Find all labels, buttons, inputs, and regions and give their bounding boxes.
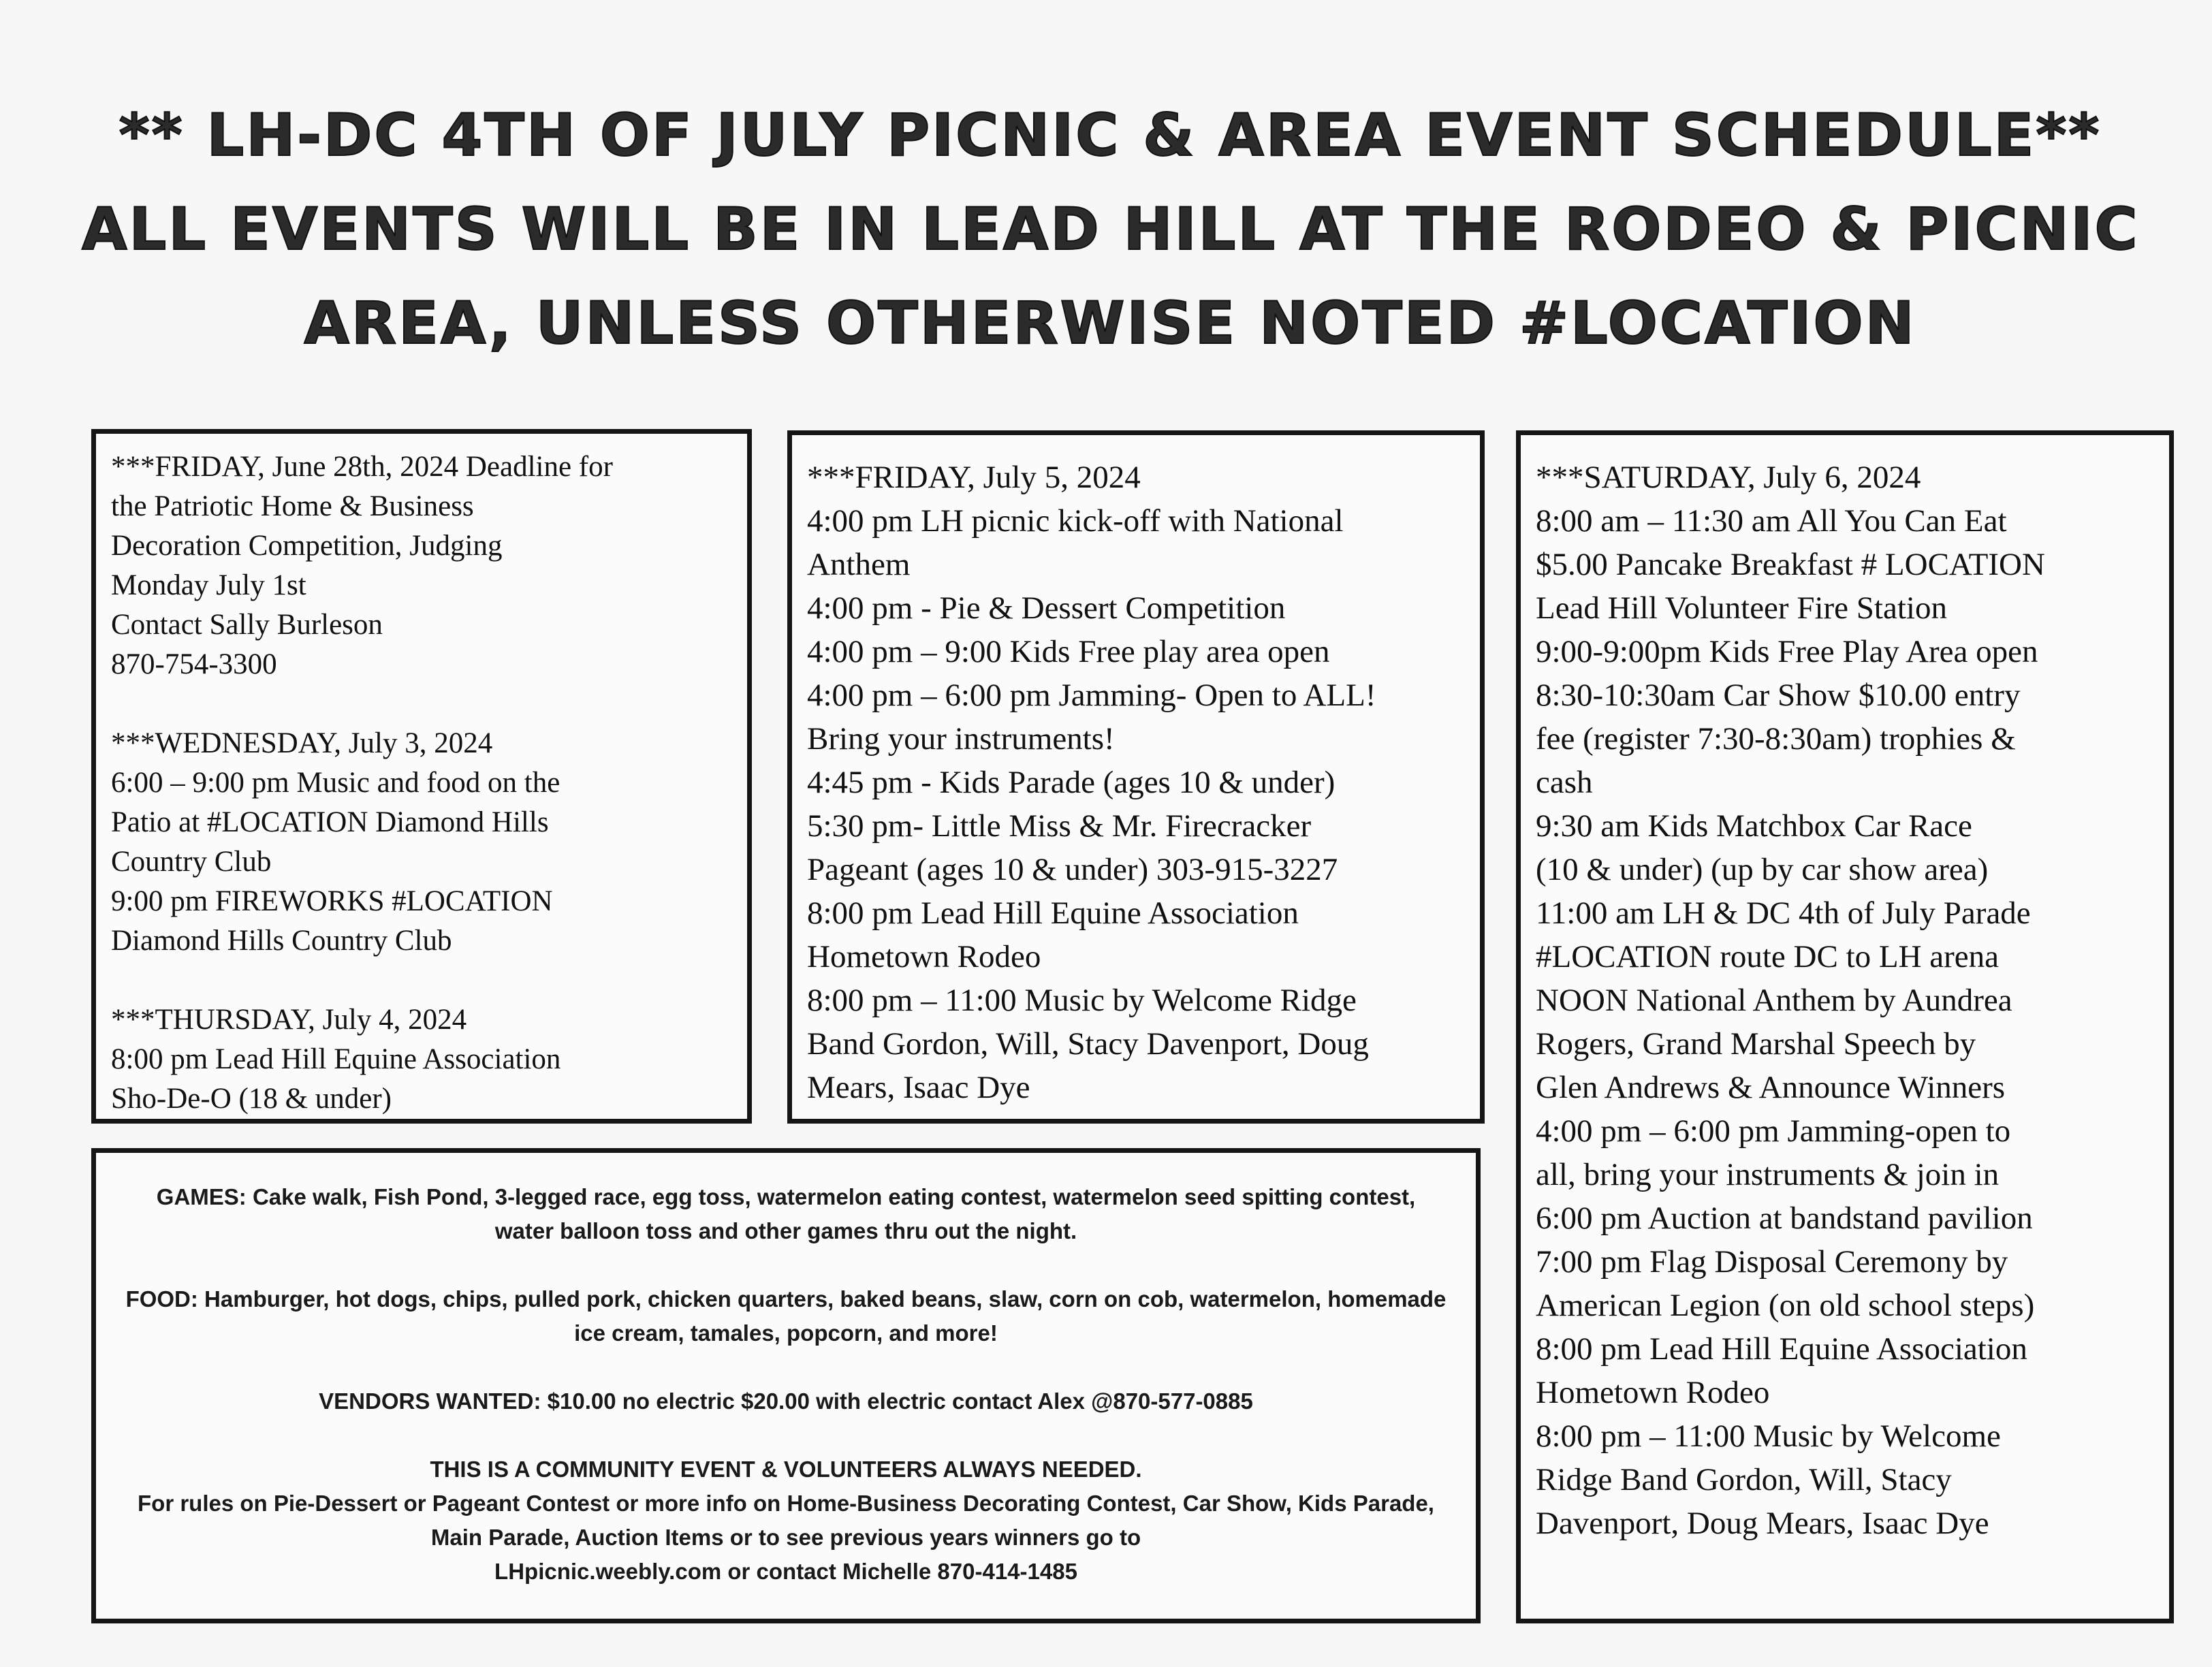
schedule-line: 8:00 pm Lead Hill Equine Association: [1536, 1331, 2027, 1367]
schedule-line: Diamond Hills Country Club: [111, 925, 452, 957]
schedule-line: 4:00 pm - Pie & Dessert Competition: [807, 590, 1286, 626]
schedule-line: Patio at #LOCATION Diamond Hills: [111, 806, 549, 838]
schedule-line: Rogers, Grand Marshal Speech by: [1536, 1026, 1976, 1062]
games-line: GAMES: Cake walk, Fish Pond, 3-legged race, egg toss, watermelon eating contest, watermelon seed spitting contest,: [156, 1184, 1416, 1209]
header-subtitle-line2: AREA, UNLESS OTHERWISE NOTED #LOCATION: [304, 289, 1916, 358]
schedule-line: Mears, Isaac Dye: [807, 1070, 1030, 1105]
schedule-line: NOON National Anthem by Aundrea: [1536, 983, 2012, 1018]
schedule-line: 11:00 am LH & DC 4th of July Parade: [1536, 895, 2031, 931]
food-line: ice cream, tamales, popcorn, and more!: [574, 1320, 998, 1346]
schedule-line: 8:00 pm Lead Hill Equine Association: [111, 1043, 561, 1075]
info-box: [91, 1148, 1481, 1623]
food-line: FOOD: Hamburger, hot dogs, chips, pulled pork, chicken quarters, baked beans, slaw, corn on cob, watermelon, homemade: [125, 1286, 1447, 1312]
schedule-line: Sho-De-O (18 & under): [111, 1083, 392, 1115]
spacer: [111, 684, 732, 724]
schedule-line: Ridge Band Gordon, Will, Stacy: [1536, 1462, 1952, 1497]
header-subtitle-line1: ALL EVENTS WILL BE IN LEAD HILL AT THE RODEO & PICNIC: [82, 195, 2140, 264]
info-content: [110, 1180, 1462, 1589]
schedule-line: 5:30 pm- Little Miss & Mr. Firecracker: [807, 808, 1312, 844]
schedule-line: #LOCATION route DC to LH arena: [1536, 939, 2000, 974]
website-contact-line: LHpicnic.weebly.com or contact Michelle 870-414-1485: [494, 1559, 1077, 1584]
schedule-line: (10 & under) (up by car show area): [1536, 852, 1989, 887]
schedule-line: Country Club: [111, 846, 272, 878]
schedule-line: 8:00 am – 11:30 am All You Can Eat: [1536, 503, 2007, 539]
spacer: [111, 961, 732, 1000]
schedule-line: the Patriotic Home & Business: [111, 490, 474, 522]
thursday-entry: [111, 1000, 732, 1119]
schedule-line: 4:00 pm – 6:00 pm Jamming-open to: [1536, 1113, 2011, 1149]
schedule-line: Pageant (ages 10 & under) 303-915-3227: [807, 852, 1338, 887]
schedule-box-early-dates: [91, 429, 752, 1124]
schedule-line: fee (register 7:30-8:30am) trophies &: [1536, 721, 2016, 757]
schedule-box-saturday: [1516, 430, 2174, 1623]
thursday-heading: ***THURSDAY, July 4, 2024: [111, 1004, 467, 1036]
schedule-line: 8:00 pm Lead Hill Equine Association: [807, 895, 1299, 931]
vendors-line: VENDORS WANTED: $10.00 no electric $20.00 with electric contact Alex @870-577-0885: [319, 1388, 1253, 1414]
schedule-line: Glen Andrews & Announce Winners: [1536, 1070, 2006, 1105]
friday-june-entry: [111, 447, 732, 684]
page-header: [82, 89, 2138, 370]
schedule-line: 8:00 pm – 11:00 Music by Welcome Ridge: [807, 983, 1357, 1018]
schedule-line: Hometown Rodeo: [1536, 1375, 1770, 1410]
schedule-line: 8:30-10:30am Car Show $10.00 entry: [1536, 678, 2021, 713]
contact-phone: 870-754-3300: [111, 648, 277, 680]
schedule-line: 4:45 pm - Kids Parade (ages 10 & under): [807, 765, 1336, 800]
wednesday-entry: [111, 724, 732, 961]
schedule-line: Band Gordon, Will, Stacy Davenport, Doug: [807, 1026, 1369, 1062]
schedule-line: 9:30 am Kids Matchbox Car Race: [1536, 808, 1972, 844]
schedule-line: $5.00 Pancake Breakfast # LOCATION: [1536, 547, 2045, 582]
schedule-line: 4:00 pm LH picnic kick-off with National: [807, 503, 1344, 539]
schedule-line: Davenport, Doug Mears, Isaac Dye: [1536, 1506, 1989, 1541]
rules-line: For rules on Pie-Dessert or Pageant Contest or more info on Home-Business Decorating Contest, Car Show, Kids Parade,: [138, 1491, 1434, 1516]
community-heading: THIS IS A COMMUNITY EVENT & VOLUNTEERS ALWAYS NEEDED.: [430, 1457, 1142, 1482]
schedule-line: Contact Sally Burleson: [111, 609, 383, 641]
schedule-line: Decoration Competition, Judging: [111, 530, 503, 562]
saturday-heading: ***SATURDAY, July 6, 2024: [1536, 460, 1921, 495]
friday-july-entry: [807, 456, 1465, 1109]
saturday-entry: [1536, 456, 2154, 1545]
schedule-line: Hometown Rodeo: [807, 939, 1041, 974]
header-title: ** LH-DC 4TH OF JULY PICNIC & AREA EVENT SCHEDULE**: [118, 101, 2102, 170]
friday-july-heading: ***FRIDAY, July 5, 2024: [807, 460, 1141, 495]
wednesday-heading: ***WEDNESDAY, July 3, 2024: [111, 727, 493, 759]
schedule-line: 9:00 pm FIREWORKS #LOCATION: [111, 885, 553, 917]
food-paragraph: [110, 1282, 1462, 1350]
schedule-line: cash: [1536, 765, 1593, 800]
schedule-line: Anthem: [807, 547, 911, 582]
rules-line: Main Parade, Auction Items or to see previous years winners go to: [430, 1525, 1141, 1550]
schedule-line: Lead Hill Volunteer Fire Station: [1536, 590, 1947, 626]
schedule-line: 8:00 pm – 11:00 Music by Welcome: [1536, 1418, 2001, 1454]
schedule-line: 6:00 – 9:00 pm Music and food on the: [111, 767, 560, 799]
schedule-line: 6:00 pm Auction at bandstand pavilion: [1536, 1201, 2033, 1236]
games-paragraph: [110, 1180, 1462, 1248]
schedule-box-friday-july: [787, 430, 1485, 1124]
schedule-line: 4:00 pm – 9:00 Kids Free play area open: [807, 634, 1330, 669]
schedule-line: 7:00 pm Flag Disposal Ceremony by: [1536, 1244, 2008, 1280]
schedule-line: 9:00-9:00pm Kids Free Play Area open: [1536, 634, 2038, 669]
schedule-line: Monday July 1st: [111, 569, 306, 601]
schedule-line: American Legion (on old school steps): [1536, 1288, 2035, 1323]
schedule-line: 4:00 pm – 6:00 pm Jamming- Open to ALL!: [807, 678, 1376, 713]
community-paragraph: [110, 1452, 1462, 1589]
schedule-line: Bring your instruments!: [807, 721, 1115, 757]
schedule-line: all, bring your instruments & join in: [1536, 1157, 2000, 1192]
friday-june-heading: ***FRIDAY, June 28th, 2024 Deadline for: [111, 451, 613, 483]
games-line: water balloon toss and other games thru out the night.: [494, 1218, 1077, 1243]
vendors-paragraph: [110, 1384, 1462, 1418]
